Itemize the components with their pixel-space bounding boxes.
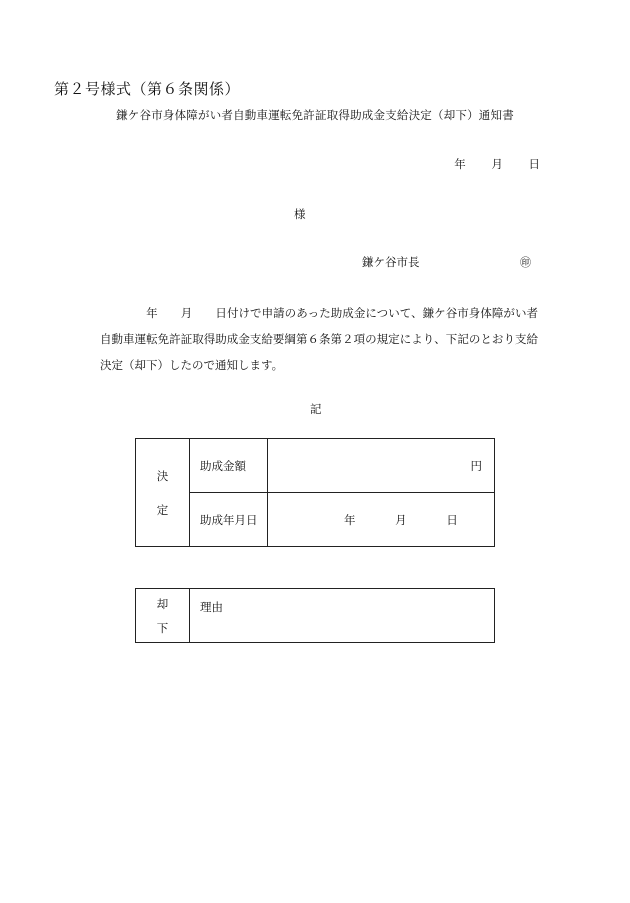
- decision-header-char-2: 定: [156, 502, 169, 517]
- grant-date-day: 日: [446, 512, 458, 527]
- rejection-table: [135, 588, 495, 643]
- rejection-header-char-2: 下: [156, 620, 169, 635]
- reason-label: 理由: [190, 589, 495, 643]
- grant-date-year: 年: [344, 512, 356, 527]
- rejection-header: [136, 589, 190, 643]
- grant-date-label: 助成年月日: [190, 493, 268, 547]
- grant-date-month: 月: [395, 512, 407, 527]
- date-month: 月: [491, 157, 503, 171]
- body-paragraph: 年 月 日付けで申請のあった助成金について、鎌ケ谷市身体障がい者自動車運転免許証取得助成金支給要綱第６条第２項の規定により、下記のとおり支給決定（却下）したので通知します。: [100, 306, 538, 372]
- sender-name: 鎌ケ谷市長: [362, 255, 420, 269]
- grant-date-value: [268, 493, 495, 547]
- addressee-suffix: 様: [294, 207, 306, 221]
- amount-label: 助成金額: [190, 439, 268, 493]
- decision-header: [136, 439, 190, 547]
- decision-table: [135, 438, 495, 547]
- document-title: 鎌ケ谷市身体障がい者自動車運転免許証取得助成金支給決定（却下）通知書: [116, 108, 514, 122]
- decision-header-char-1: 決: [156, 468, 169, 483]
- amount-value: 円: [268, 439, 495, 493]
- rejection-header-char-1: 却: [156, 596, 169, 611]
- seal-mark: ㊞: [520, 256, 531, 269]
- date-line: [432, 156, 540, 172]
- date-day: 日: [528, 157, 540, 171]
- date-year: 年: [454, 157, 466, 171]
- form-number: 第２号様式（第６条関係）: [54, 80, 241, 98]
- ki-heading: 記: [310, 402, 322, 416]
